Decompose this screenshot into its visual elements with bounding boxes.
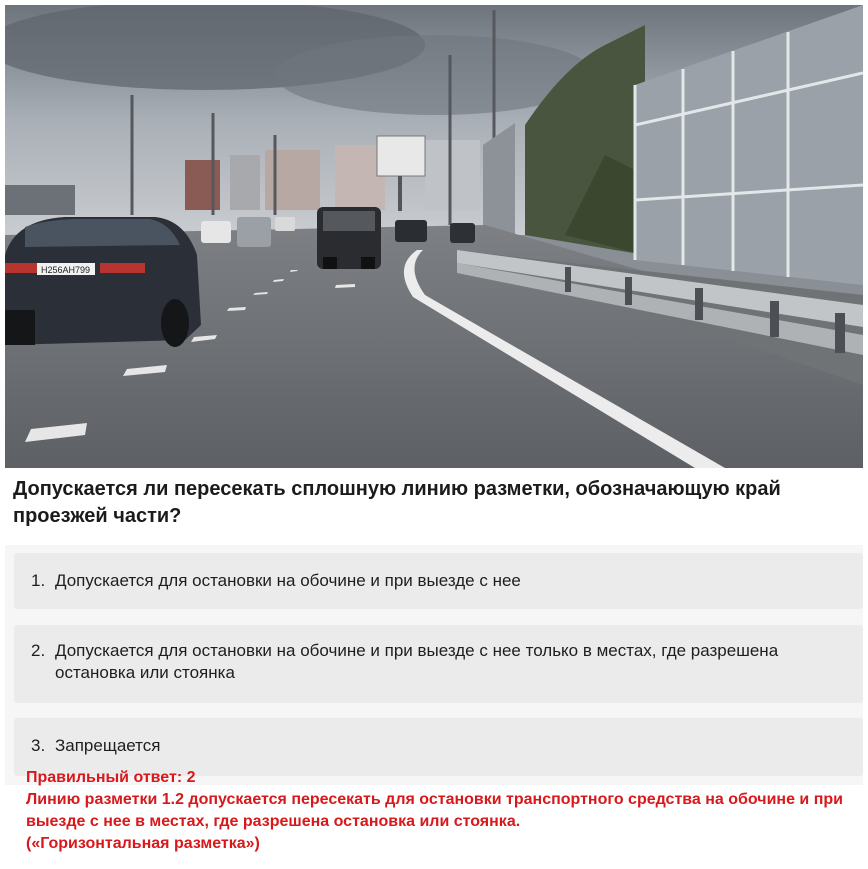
road-scene-photo [5, 5, 863, 468]
answer-text: Запрещается [55, 736, 161, 755]
answer-option-1[interactable] [14, 553, 863, 609]
explanation-text: Линию разметки 1.2 допускается пересекать для остановки транспортного средства на обочине и при выезде с нее в местах, где разрешена остановка или стоянка. [26, 791, 848, 830]
answer-text: Допускается для остановки на обочине и при выезде с нее [55, 571, 521, 590]
source-reference: («Горизонтальная разметка») [26, 835, 260, 852]
answer-number: 1. [31, 571, 46, 590]
answer-text: Допускается для остановки на обочине и при выезде с нее только в местах, где разрешена остановка или стоянка [55, 641, 779, 682]
license-plate-text: H256AH799 [41, 265, 91, 275]
answer-option-2[interactable] [14, 625, 863, 703]
road-scene-illustration [5, 5, 863, 468]
answer-number: 3. [31, 736, 46, 755]
correct-answer-label: Правильный ответ: 2 [26, 769, 196, 786]
answer-number: 2. [31, 641, 46, 660]
question-text: Допускается ли пересекать сплошную линию разметки, обозначающую край проезжей части? [13, 478, 781, 527]
result-block [26, 767, 856, 855]
